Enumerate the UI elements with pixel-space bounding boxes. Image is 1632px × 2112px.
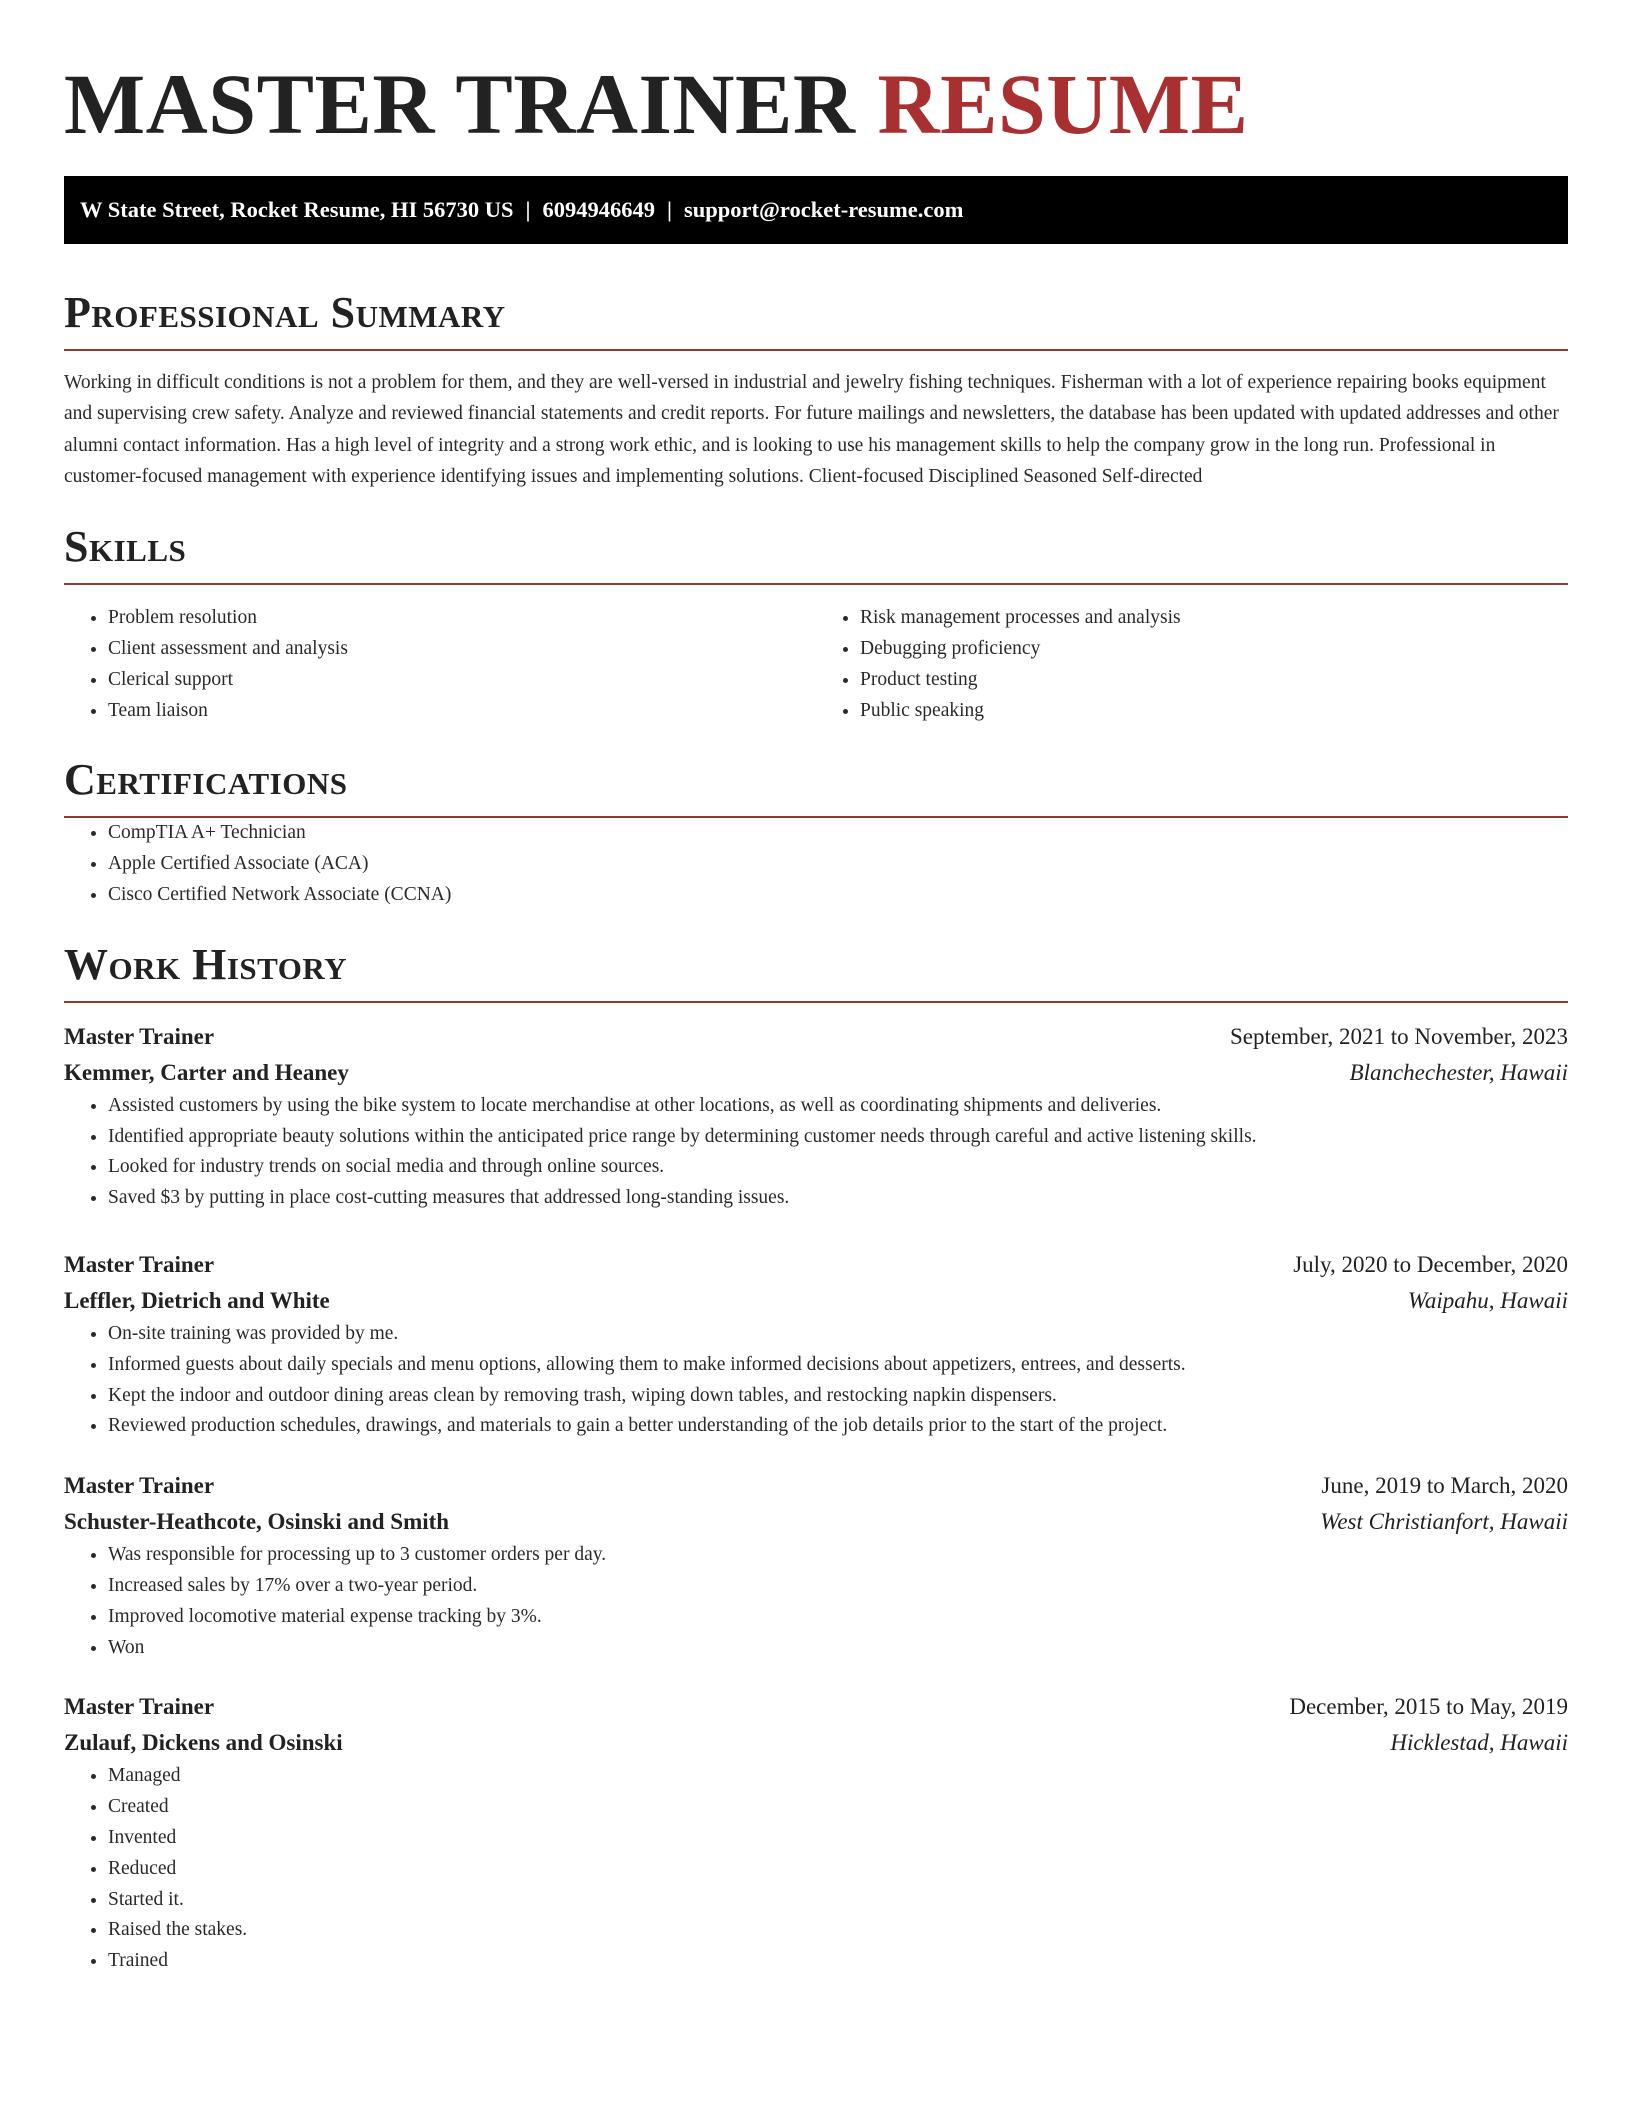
skills-grid xyxy=(64,603,1568,726)
job-bullet: • Invented xyxy=(108,1823,1568,1854)
job-bullet: • Started it. xyxy=(108,1885,1568,1916)
job-dates: December, 2015 to May, 2019 xyxy=(1289,1694,1568,1720)
certifications-section xyxy=(64,754,1568,910)
job-company-row xyxy=(64,1725,1568,1761)
job-bullet: • Raised the stakes. xyxy=(108,1915,1568,1946)
job-title: Master Trainer xyxy=(64,1473,215,1499)
job-bullets xyxy=(64,1761,1568,1977)
job-title: Master Trainer xyxy=(64,1251,215,1277)
job-bullet: • Was responsible for processing up to 3 customer orders per day. xyxy=(108,1540,1568,1571)
contact-phone: 6094946649 xyxy=(542,197,655,222)
job-bullet: • Reduced xyxy=(108,1854,1568,1885)
contact-separator: | xyxy=(525,197,531,222)
certifications-list xyxy=(64,818,1568,910)
job-entry xyxy=(64,1247,1568,1442)
job-bullet: • Improved locomotive material expense tracking by 3%. xyxy=(108,1602,1568,1633)
skill-item: • Team liaison xyxy=(108,696,816,727)
job-company-row xyxy=(64,1504,1568,1540)
section-divider xyxy=(64,349,1568,351)
job-dates: June, 2019 to March, 2020 xyxy=(1321,1473,1568,1499)
contact-bar xyxy=(64,176,1568,244)
skills-column-right xyxy=(816,603,1568,726)
resume-title xyxy=(64,54,1568,154)
job-bullet: • Managed xyxy=(108,1761,1568,1792)
certification-item: • Cisco Certified Network Associate (CCNA) xyxy=(108,880,1568,911)
skill-item: • Public speaking xyxy=(860,696,1568,727)
job-header-row xyxy=(64,1019,1568,1055)
job-bullet: • Kept the indoor and outdoor dining areas clean by removing trash, wiping down tables, and restocking napkin dispensers. xyxy=(108,1381,1568,1412)
skill-item: • Problem resolution xyxy=(108,603,816,634)
job-company: Schuster-Heathcote, Osinski and Smith xyxy=(64,1509,450,1535)
skill-item: • Product testing xyxy=(860,665,1568,696)
job-bullet: • Won xyxy=(108,1633,1568,1664)
contact-email[interactable]: support@rocket-resume.com xyxy=(683,197,964,222)
job-company: Leffler, Dietrich and White xyxy=(64,1287,330,1313)
skill-item: • Clerical support xyxy=(108,665,816,696)
job-location: Blanchechester, Hawaii xyxy=(1349,1059,1568,1085)
job-header-row xyxy=(64,1468,1568,1504)
job-company: Zulauf, Dickens and Osinski xyxy=(64,1730,343,1756)
contact-address: W State Street, Rocket Resume, HI 56730 US xyxy=(80,197,514,222)
skills-list-left xyxy=(64,603,816,726)
certification-item: • CompTIA A+ Technician xyxy=(108,818,1568,849)
summary-heading: Professional Summary xyxy=(64,288,506,337)
contact-separator: | xyxy=(666,197,672,222)
skills-section xyxy=(64,521,1568,726)
job-location: Hicklestad, Hawaii xyxy=(1390,1730,1568,1756)
job-bullet: • Trained xyxy=(108,1946,1568,1977)
job-bullet: • Saved $3 by putting in place cost-cutting measures that addressed long-standing issues. xyxy=(108,1183,1568,1214)
title-accent: RESUME xyxy=(877,56,1249,152)
skill-item: • Client assessment and analysis xyxy=(108,634,816,665)
job-location: West Christianfort, Hawaii xyxy=(1320,1509,1568,1535)
job-bullets xyxy=(64,1540,1568,1663)
job-bullets xyxy=(64,1319,1568,1442)
skill-item: • Debugging proficiency xyxy=(860,634,1568,665)
job-title: Master Trainer xyxy=(64,1694,215,1720)
section-divider xyxy=(64,583,1568,585)
summary-section xyxy=(64,287,1568,492)
job-bullet: • Increased sales by 17% over a two-year period. xyxy=(108,1571,1568,1602)
certifications-heading: Certifications xyxy=(64,755,348,805)
job-company-row xyxy=(64,1055,1568,1091)
work-history-section xyxy=(64,939,1568,1977)
job-bullet: • Reviewed production schedules, drawings, and materials to gain a better understanding of the job details prior to the start of the project. xyxy=(108,1411,1568,1442)
certification-item: • Apple Certified Associate (ACA) xyxy=(108,849,1568,880)
job-bullet: • Identified appropriate beauty solutions within the anticipated price range by determining customer needs through careful and active listening skills. xyxy=(108,1122,1568,1153)
skill-item: • Risk management processes and analysis xyxy=(860,603,1568,634)
job-bullet: • Created xyxy=(108,1792,1568,1823)
skills-heading: Skills xyxy=(64,522,187,572)
job-entry xyxy=(64,1019,1568,1214)
job-bullet: • Looked for industry trends on social media and through online sources. xyxy=(108,1152,1568,1183)
work-history-heading: Work History xyxy=(64,939,348,989)
job-header-row xyxy=(64,1689,1568,1725)
job-bullet: • Assisted customers by using the bike system to locate merchandise at other locations, as well as coordinating shipments and deliveries. xyxy=(108,1091,1568,1122)
job-header-row xyxy=(64,1247,1568,1283)
job-bullet: • On-site training was provided by me. xyxy=(108,1319,1568,1350)
job-dates: September, 2021 to November, 2023 xyxy=(1230,1023,1568,1049)
summary-text: Working in difficult conditions is not a problem for them, and they are well-versed in industrial and jewelry fishing techniques. Fisherman with a lot of experience repairing books equipment and supervising crew safety. Analyze and reviewed financial statements and credit reports. For future mailings and newsletters, the database has been updated with updated addresses and other alumni contact information. Has a high level of integrity and a strong work ethic, and is looking to use his management skills to help the company grow in the long run. Professional in customer-focused management with experience identifying issues and implementing solutions. Client-focused Disciplined Seasoned Self-directed xyxy=(64,372,1559,487)
job-bullets xyxy=(64,1091,1568,1214)
job-dates: July, 2020 to December, 2020 xyxy=(1293,1251,1568,1277)
job-company: Kemmer, Carter and Heaney xyxy=(64,1059,349,1085)
title-main: MASTER TRAINER xyxy=(64,56,856,152)
job-entry xyxy=(64,1689,1568,1977)
job-title: Master Trainer xyxy=(64,1023,215,1049)
skills-list-right xyxy=(816,603,1568,726)
job-entry xyxy=(64,1468,1568,1663)
job-location: Waipahu, Hawaii xyxy=(1407,1287,1568,1313)
section-divider xyxy=(64,1001,1568,1003)
job-bullet: • Informed guests about daily specials and menu options, allowing them to make informed decisions about appetizers, entrees, and desserts. xyxy=(108,1350,1568,1381)
job-company-row xyxy=(64,1283,1568,1319)
skills-column-left xyxy=(64,603,816,726)
